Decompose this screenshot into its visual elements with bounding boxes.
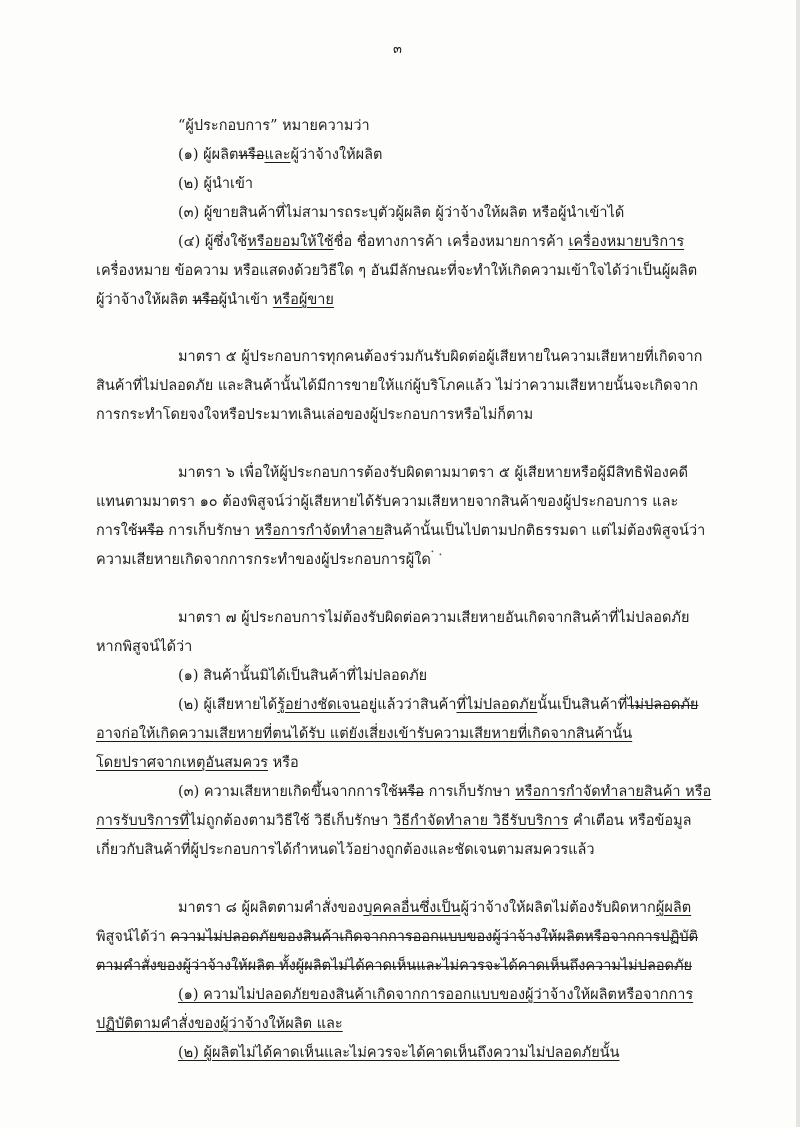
section-8-item-1: (๑) ความไม่ปลอดภัยของสินค้าเกิดจากการออกแบบของผู้ว่าจ้างให้ผลิตหรือจากการ bbox=[178, 987, 694, 1003]
definition-item-2: (๒) ผู้นำเข้า bbox=[178, 176, 254, 192]
underlined-text: หรือการกำจัดทำลาย bbox=[254, 523, 384, 539]
underlined-text: รู้อย่างชัดเจน bbox=[277, 697, 361, 713]
section-8-item-1-line-2: ปฏิบัติตามคำสั่งของผู้ว่าจ้างให้ผลิต และ bbox=[96, 1016, 343, 1032]
underlined-text: โดยปราศจากเหตุอันสมควร bbox=[96, 755, 269, 771]
struck-text: ความไม่ปลอดภัยของสินค้าเกิดจากการออกแบบของผู้ว่าจ้างให้ผลิตหรือจากการปฏิบัติ bbox=[170, 929, 698, 945]
definition-item-4 bbox=[178, 232, 684, 252]
underlined-text: วิธีกำจัดทำลาย วิธีรับบริการ bbox=[393, 813, 569, 829]
text-span: (๒) ผู้เสียหายได้ bbox=[178, 697, 278, 713]
underlined-text: ผู้ผลิต bbox=[655, 900, 692, 916]
text-span: ผู้นำเข้า bbox=[218, 292, 269, 308]
section-6-line-3 bbox=[96, 521, 705, 541]
section-8-line-2 bbox=[96, 927, 698, 947]
section-7-item-3 bbox=[178, 782, 711, 802]
text-span: คำเตือน หรือข้อมูล bbox=[568, 813, 692, 829]
section-8-line-1 bbox=[178, 898, 691, 918]
underlined-text: หรือผู้ขาย bbox=[272, 292, 334, 308]
section-6-line-4: ความเสียหายเกิดจากการกระทำของผู้ประกอบการผู้ใด bbox=[96, 552, 431, 568]
section-8-item-2: (๒) ผู้ผลิตไม่ได้คาดเห็นและไม่ควรจะได้คาดเห็นถึงความไม่ปลอดภัยนั้น bbox=[178, 1045, 620, 1061]
struck-text: หรือ bbox=[137, 523, 164, 539]
struck-text: หรือ bbox=[238, 147, 265, 163]
text-span: ไม่ถูกต้องตามวิธีใช้ วิธีเก็บรักษา bbox=[188, 813, 394, 829]
text-span: การเก็บรักษา bbox=[423, 784, 516, 800]
struck-text: ไม่ปลอดภัย bbox=[627, 697, 699, 713]
definition-item-1 bbox=[178, 145, 382, 165]
text-span: ชื่อ ชื่อทางการค้า เครื่องหมายการค้า bbox=[333, 234, 564, 250]
text-span: หรือ bbox=[268, 755, 299, 771]
page-number: ๓ bbox=[393, 42, 402, 57]
section-7-item-3-line-2 bbox=[96, 811, 692, 831]
text-span: (๑) ผู้ผลิต bbox=[178, 147, 239, 163]
section-7-item-1: (๑) สินค้านั้นมิได้เป็นสินค้าที่ไม่ปลอดภัย bbox=[178, 668, 428, 684]
struck-text: หรือ bbox=[192, 292, 219, 308]
text-span: ผู้ว่าจ้างให้ผลิต bbox=[290, 147, 383, 163]
underlined-text: หรือ bbox=[680, 784, 712, 800]
underlined-text: และ bbox=[264, 147, 291, 163]
section-7-line-2: หากพิสูจน์ได้ว่า bbox=[96, 639, 193, 655]
section-7-item-2-line-3 bbox=[96, 753, 299, 773]
text-span: การเก็บรักษา bbox=[163, 523, 255, 539]
text-span: (๓) ความเสียหายเกิดขึ้นจากการใช้ bbox=[178, 784, 398, 800]
section-7-item-3-line-3: เกี่ยวกับสินค้าที่ผู้ประกอบการได้กำหนดไว้อย่างถูกต้องและชัดเจนตามสมควรแล้ว bbox=[96, 842, 595, 858]
section-5-line-3: การกระทำโดยจงใจหรือประมาทเลินเล่อของผู้ประกอบการหรือไม่ก็ตาม bbox=[96, 407, 534, 423]
section-7-line-1: มาตรา ๗ ผู้ประกอบการไม่ต้องรับผิดต่อความเสียหายอันเกิดจากสินค้าที่ไม่ปลอดภัย bbox=[178, 610, 690, 626]
text-span: การใช้ bbox=[96, 523, 138, 539]
stray-mark: ⠂⠄ bbox=[430, 546, 447, 559]
section-5-line-2: สินค้าที่ไม่ปลอดภัย และสินค้านั้นได้มีการขายให้แก่ผู้บริโภคแล้ว ไม่ว่าความเสียหายนั้นจะเกิดจาก bbox=[96, 378, 698, 394]
section-8-line-3: ตามคำสั่งของผู้ว่าจ้างให้ผลิต ทั้งผู้ผลิตไม่ได้คาดเห็นและไม่ควรจะได้คาดเห็นถึงความไม่ปลอดภัย bbox=[96, 958, 693, 974]
text-span: ผู้ว่าจ้างให้ผลิตไม่ต้องรับผิดหาก bbox=[460, 900, 656, 916]
definition-item-3: (๓) ผู้ขายสินค้าที่ไม่สามารถระบุตัวผู้ผลิต ผู้ว่าจ้างให้ผลิต หรือผู้นำเข้าได้ bbox=[178, 205, 625, 221]
underlined-text: บุคคลอื่นซึ่งเป็น bbox=[363, 900, 461, 916]
definition-item-4-line-3 bbox=[96, 290, 334, 310]
page-edge-shadow bbox=[796, 0, 800, 1127]
section-6-line-1: มาตรา ๖ เพื่อให้ผู้ประกอบการต้องรับผิดตามมาตรา ๕ ผู้เสียหายหรือผู้มีสิทธิฟ้องคดี bbox=[178, 465, 689, 481]
underlined-text: หรือการกำจัดทำลายสินค้า bbox=[515, 784, 681, 800]
section-7-item-2 bbox=[178, 695, 698, 715]
text-span: มาตรา ๘ ผู้ผลิตตามคำสั่งของ bbox=[178, 900, 364, 916]
section-7-item-2-line-2: อาจก่อให้เกิดความเสียหายที่ตนได้รับ แต่ยังเสี่ยงเข้ารับความเสียหายที่เกิดจากสินค้านั้น bbox=[96, 726, 633, 742]
text-span: อยู่แล้วว่าสินค้า bbox=[360, 697, 457, 713]
text-span: ผู้ว่าจ้างให้ผลิต bbox=[96, 292, 188, 308]
underlined-text: การรับบริการที่ bbox=[96, 813, 189, 829]
definition-item-4-line-2: เครื่องหมาย ข้อความ หรือแสดงด้วยวิธีใด ๆ อันมีลักษณะที่จะทำให้เกิดความเข้าใจได้ว่าเป็นผู้ผลิต bbox=[96, 263, 698, 279]
text-span: สินค้านั้นเป็นไปตามปกติธรรมดา แต่ไม่ต้องพิสูจน์ว่า bbox=[383, 523, 706, 539]
struck-text: หรือ bbox=[397, 784, 424, 800]
section-6-line-2: แทนตามมาตรา ๑๐ ต้องพิสูจน์ว่าผู้เสียหายได้รับความเสียหายจากสินค้าของผู้ประกอบการ และ bbox=[96, 494, 679, 510]
underlined-text: ที่ไม่ปลอดภัย bbox=[456, 697, 538, 713]
underlined-text: หรือยอมให้ใช้ bbox=[247, 234, 334, 250]
text-span: (๔) ผู้ซึ่งใช้ bbox=[178, 234, 248, 250]
section-5-line-1: มาตรา ๕ ผู้ประกอบการทุกคนต้องร่วมกันรับผิดต่อผู้เสียหายในความเสียหายที่เกิดจาก bbox=[178, 349, 703, 365]
definition-heading: “ผู้ประกอบการ” หมายความว่า bbox=[178, 118, 370, 134]
text-span: พิสูจน์ได้ว่า bbox=[96, 929, 171, 945]
underlined-text: เครื่องหมายบริการ bbox=[568, 234, 685, 250]
text-span: นั้นเป็นสินค้าที่ bbox=[537, 697, 628, 713]
